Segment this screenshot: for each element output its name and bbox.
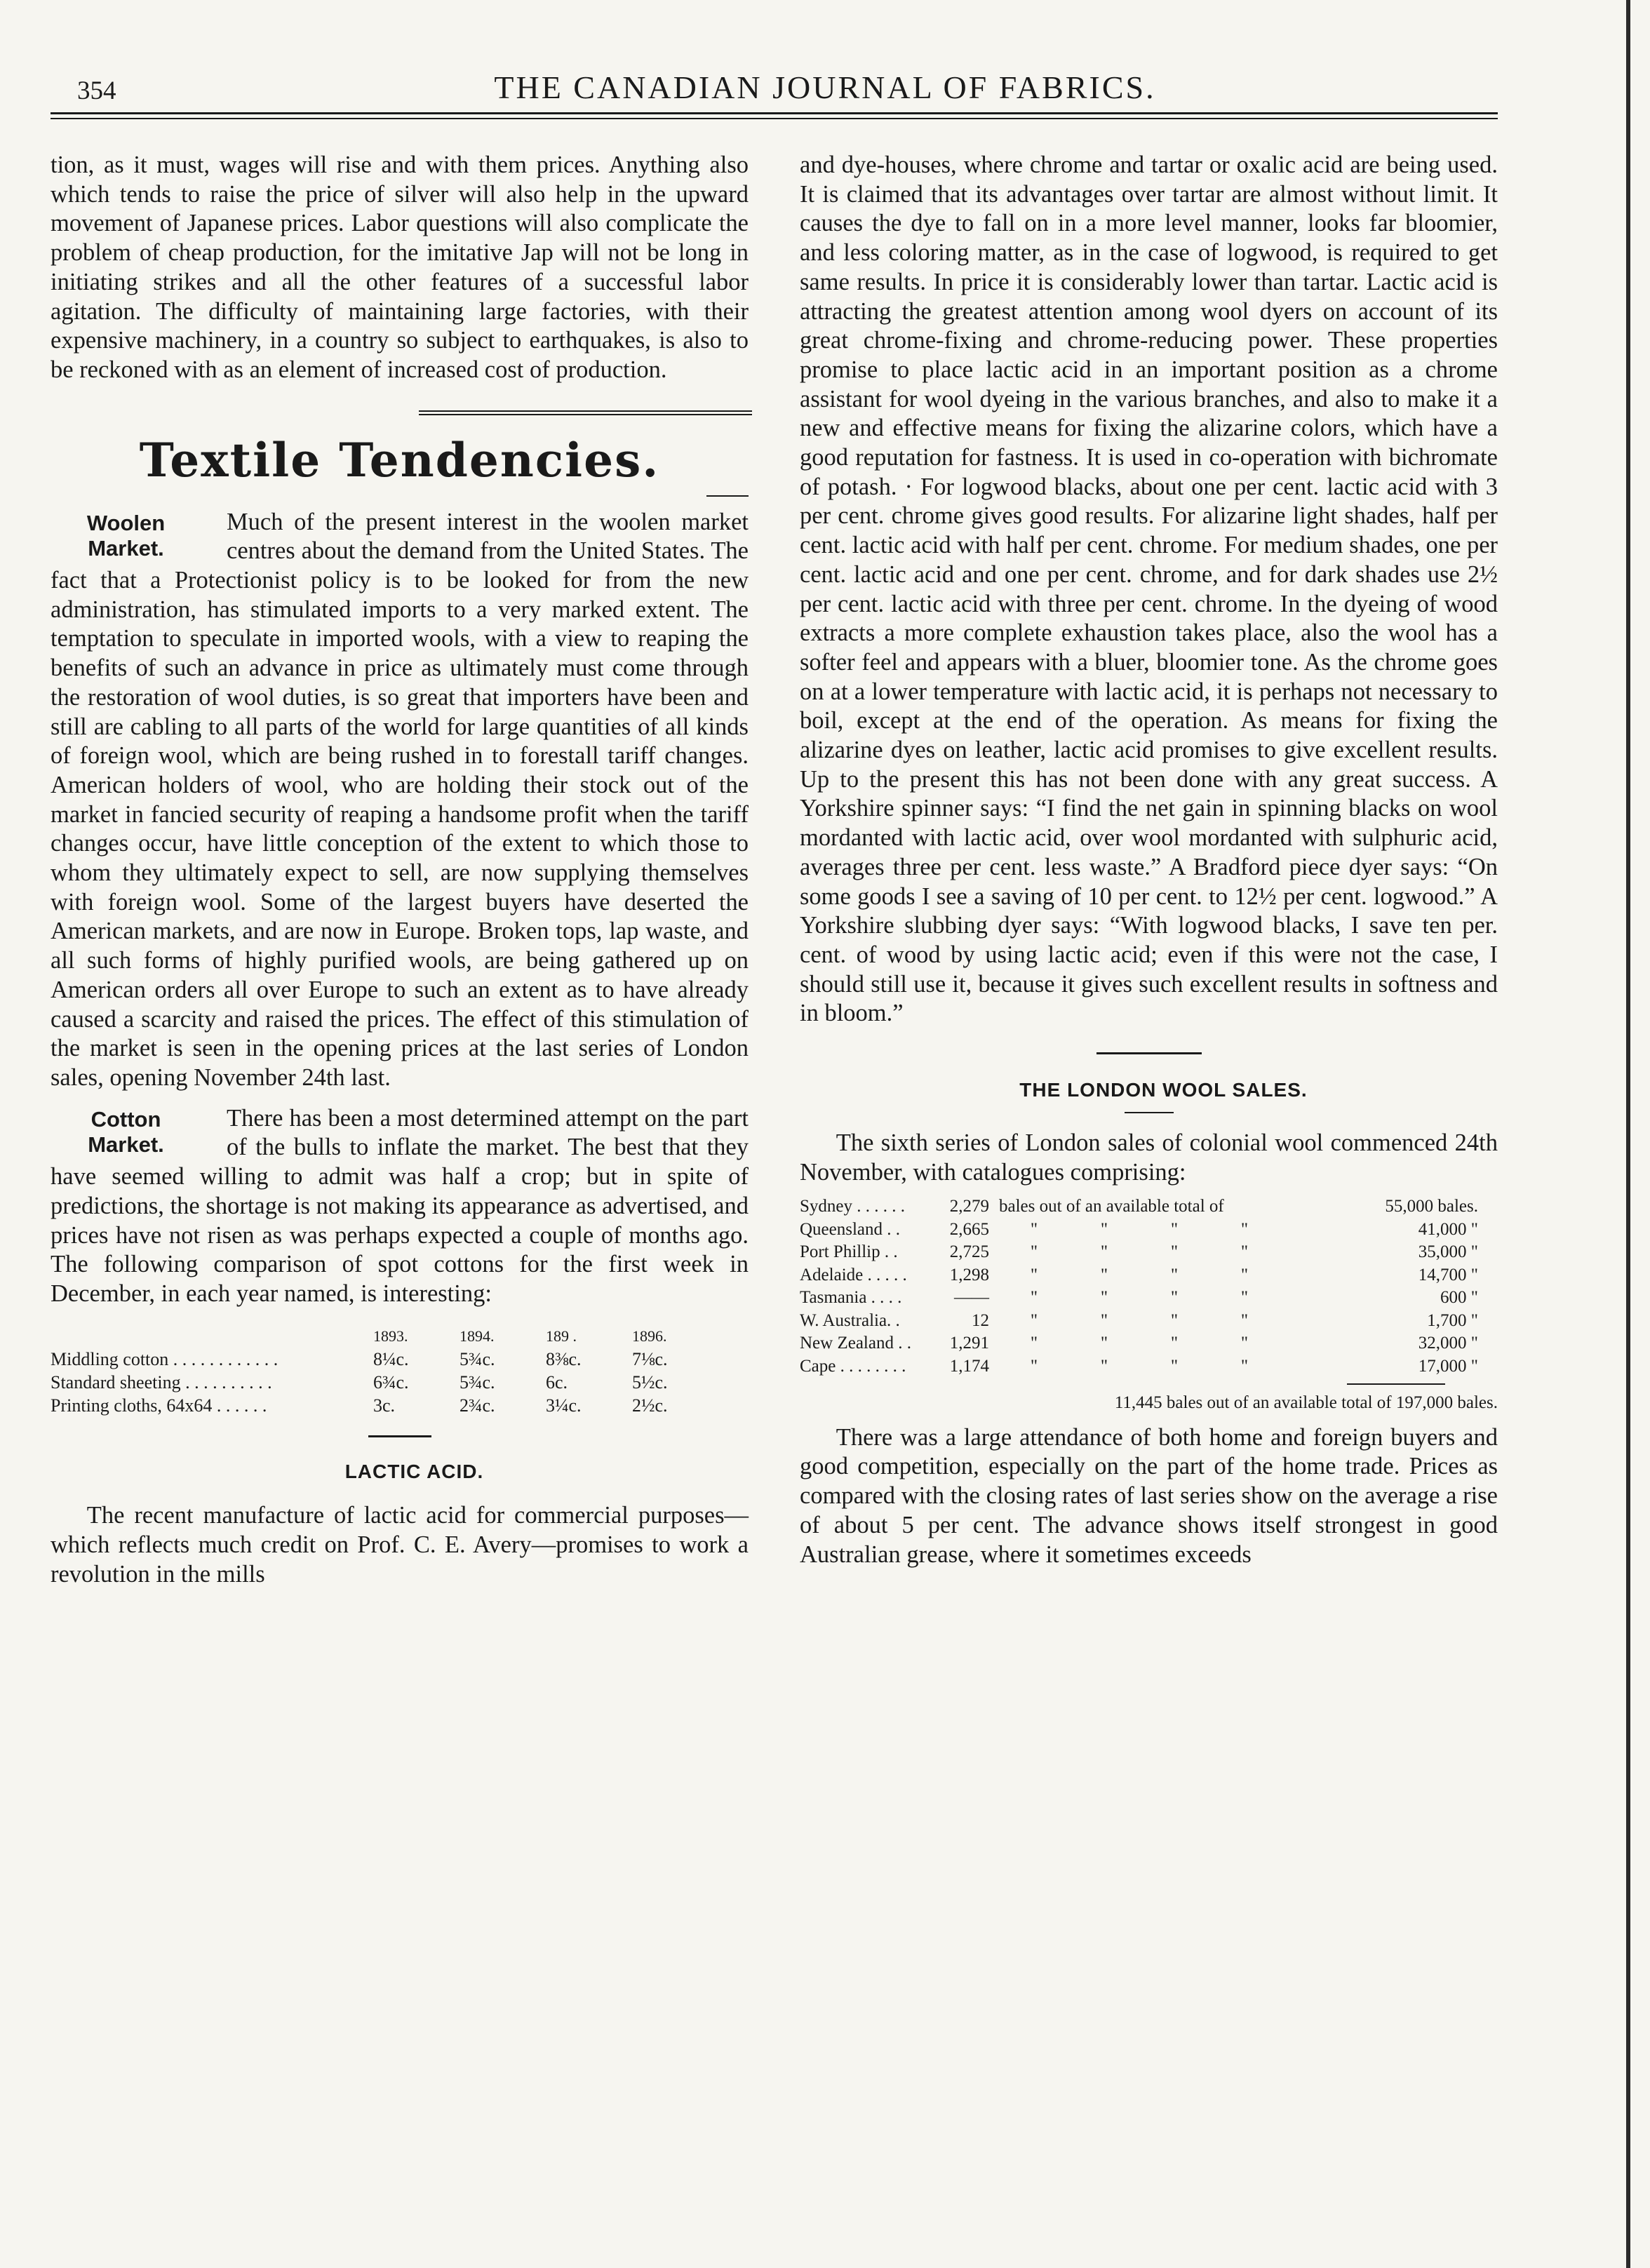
masthead-dash (706, 495, 749, 497)
sidecap-cotton: Cotton Market. (88, 1106, 164, 1157)
paragraph-lactic-continued: and dye-houses, where chrome and tartar or oxalic acid are being used. It is claimed that its advantages over tartar are almost without limit. It causes the dye to fall on in a more level manner, looks far bloomier, and less coloring matter, as in the case of logwood, is required to get same results. In price it is considerably lower than tartar. Lactic acid is attracting the greatest attention among wool dyers on account of its great chrome-fixing and chrome-reducing power. These properties promise to place lactic acid in an important position as a chrome assistant for wool dyeing in the various branches, and also to make it a new and effective means for fixing the alizarine colors, which have a good reputation for fastness. It is used in co-operation with bichromate of potash. · For logwood blacks, about one per cent. lactic acid with 3 per cent. chrome gives good results. For alizarine light shades, half per cent. lactic acid with half per cent. chrome. For medium shades, one per cent. lactic acid and one per cent. chrome, and for dark shades use 2½ per cent. lactic acid with three per cent. chrome. In the dyeing of wood extracts a more complete exhaustion takes place, also the wool has a softer feel and appears with a bluer, bloomier tone. As the chrome goes on at a lower temperature with lactic acid, it is perhaps not necessary to boil, except at the end of the operation. As means for fixing the alizarine dyes on leather, lactic acid promises to give excellent results. Up to the present this has not been done with any great success. A Yorkshire spinner says: “I find the net gain in spinning blacks on wool mordanted with lactic acid, over wool mordanted with sulphuric acid, averages three per cent. less waste.” A Bradford piece dyer says: “On some goods I see a saving of 10 per cent. to 12½ per cent. logwood.” A Yorkshire slubbing dyer says: “With logwood blacks, I save ten per. cent. of wood by using lactic acid; even if this were not the case, I should still use it, because it gives such excellent results in softness and in bloom.” (800, 152, 1498, 1027)
table-row: Queensland . . 2,665 " " " " 41,000 " (800, 1219, 1478, 1239)
year-1896: 1896. (632, 1327, 667, 1345)
section-divider (1096, 1052, 1202, 1054)
right-column (800, 151, 1498, 1569)
page-number: 354 (77, 76, 116, 105)
masthead-rule (419, 410, 752, 417)
table-row: Port Phillip . . 2,725 " " " " 35,000 " (800, 1242, 1478, 1262)
paragraph-woolen-market (51, 508, 749, 1093)
header-rule-top (51, 112, 1498, 114)
table-row: Standard sheeting . . . . . . . . . . 6¾c. 5¾c. 6c. 5½c. (51, 1371, 668, 1393)
wool-total-line: 11,445 bales out of an available total of 197,000 bales. (1114, 1393, 1498, 1413)
cotton-price-table (51, 1324, 749, 1417)
table-row: W. Australia. . 12 " " " " 1,700 " (800, 1310, 1478, 1330)
journal-title: THE CANADIAN JOURNAL OF FABRICS. (494, 69, 1156, 105)
year-1894: 1894. (460, 1327, 495, 1345)
table-row: Cape . . . . . . . . 1,174 " " " " 17,000 " (800, 1356, 1478, 1376)
paragraph-lactic-acid: The recent manufacture of lactic acid for commercial purposes—which reflects much credit on Prof. C. E. Avery—promises to work a revolution in the mills (51, 1502, 749, 1588)
table-row: Sydney . . . . . . 2,279 bales out of an available total of 55,000 bales. (800, 1197, 1478, 1216)
table-row: Printing cloths, 64x64 . . . . . . 3c. 2¾c. 3¼c. 2½c. (51, 1395, 668, 1416)
section-divider (368, 1435, 431, 1437)
paragraph-cotton-market (51, 1104, 749, 1309)
paragraph-japan-continued: tion, as it must, wages will rise and with them prices. Anything also which tends to raise the price of silver will also help in the upward movement of Japanese prices. Labor questions will also complicate the problem of cheap production, for the imitative Jap will not be long in initiating strikes and all the other features of a successful labor agitation. The difficulty of maintaining large factories, with their expensive machinery, in a country so subject to earthquakes, is also to be reckoned with as an element of increased cost of production. (51, 152, 749, 383)
table-row: Tasmania . . . . —— " " " " 600 " (800, 1288, 1478, 1308)
left-column (51, 151, 749, 1589)
year-1895: 189 . (546, 1327, 577, 1345)
binding-edge (1626, 0, 1630, 2268)
wool-sales-table (800, 1195, 1498, 1415)
paragraph-wool-intro: The sixth series of London sales of colonial wool commenced 24th November, with catalogues comprising: (800, 1129, 1498, 1186)
woolen-text: Much of the present interest in the woolen market centres about the demand from the United States. The fact that a Protectionist policy is to be looked for from the new administration, has stimulated imports to a very marked extent. The temptation to speculate in imported wools, with a view to reaping the benefits of such an advance in price as ultimately must come through the restoration of wool duties, is so great that importers have been and still are cabling to all parts of the world for large quantities of all kinds of foreign wool, which are being rushed in to forestall tariff changes. American holders of wool, who are holding their stock out of the market in fancied security of reaping a handsome profit when the tariff changes occur, have little conception of the extent to which those to whom they ultimately expect to sell, are now supplying themselves with foreign wool. Some of the largest buyers have deserted the American markets, and are now in Europe. Broken tops, lap waste, and all such forms of highly purified wools, are being gathered up on American orders all over Europe to such an extent as to have already caused a scarcity and raised the prices. The effect of this stimulation of the market is seen in the opening prices at the last series of London sales, opening November 24th last. (51, 508, 749, 1091)
year-1893: 1893. (373, 1327, 408, 1345)
table-header-row (51, 1324, 749, 1348)
paragraph-wool-sales: There was a large attendance of both home and foreign buyers and good competition, especially on the part of the home trade. Prices as compared with the closing rates of last series show on the average a rise of about 5 per cent. The advance shows itself strongest in good Australian grease, where it sometimes exceeds (800, 1423, 1498, 1568)
cotton-text: There has been a most determined attempt on the part of the bulls to inflate the market. The best that they have seemed willing to admit was half a crop; but in spite of predictions, the shortage is not making its appearance as advertised, and prices have not risen as was perhaps expected a couple of months ago. The following comparison of spot cottons for the first week in December, in each year named, is interesting: (51, 1104, 749, 1307)
table-row: New Zealand . . 1,291 " " " " 32,000 " (800, 1334, 1478, 1353)
header-rule-bottom (51, 118, 1498, 119)
heading-lactic-acid: LACTIC ACID. (344, 1460, 484, 1482)
heading-london-wool-sales: THE LONDON WOOL SALES. (1019, 1079, 1308, 1101)
table-row: Middling cotton . . . . . . . . . . . . 8¼c. 5¾c. 8⅜c. 7⅛c. (51, 1348, 668, 1369)
section-masthead: Textile Tendencies. (139, 432, 660, 488)
table-row: Adelaide . . . . . 1,298 " " " " 14,700 " (800, 1265, 1478, 1284)
heading-dash (1125, 1112, 1174, 1113)
total-rule (1347, 1383, 1445, 1385)
sidecap-woolen: Woolen Market. (86, 510, 166, 561)
